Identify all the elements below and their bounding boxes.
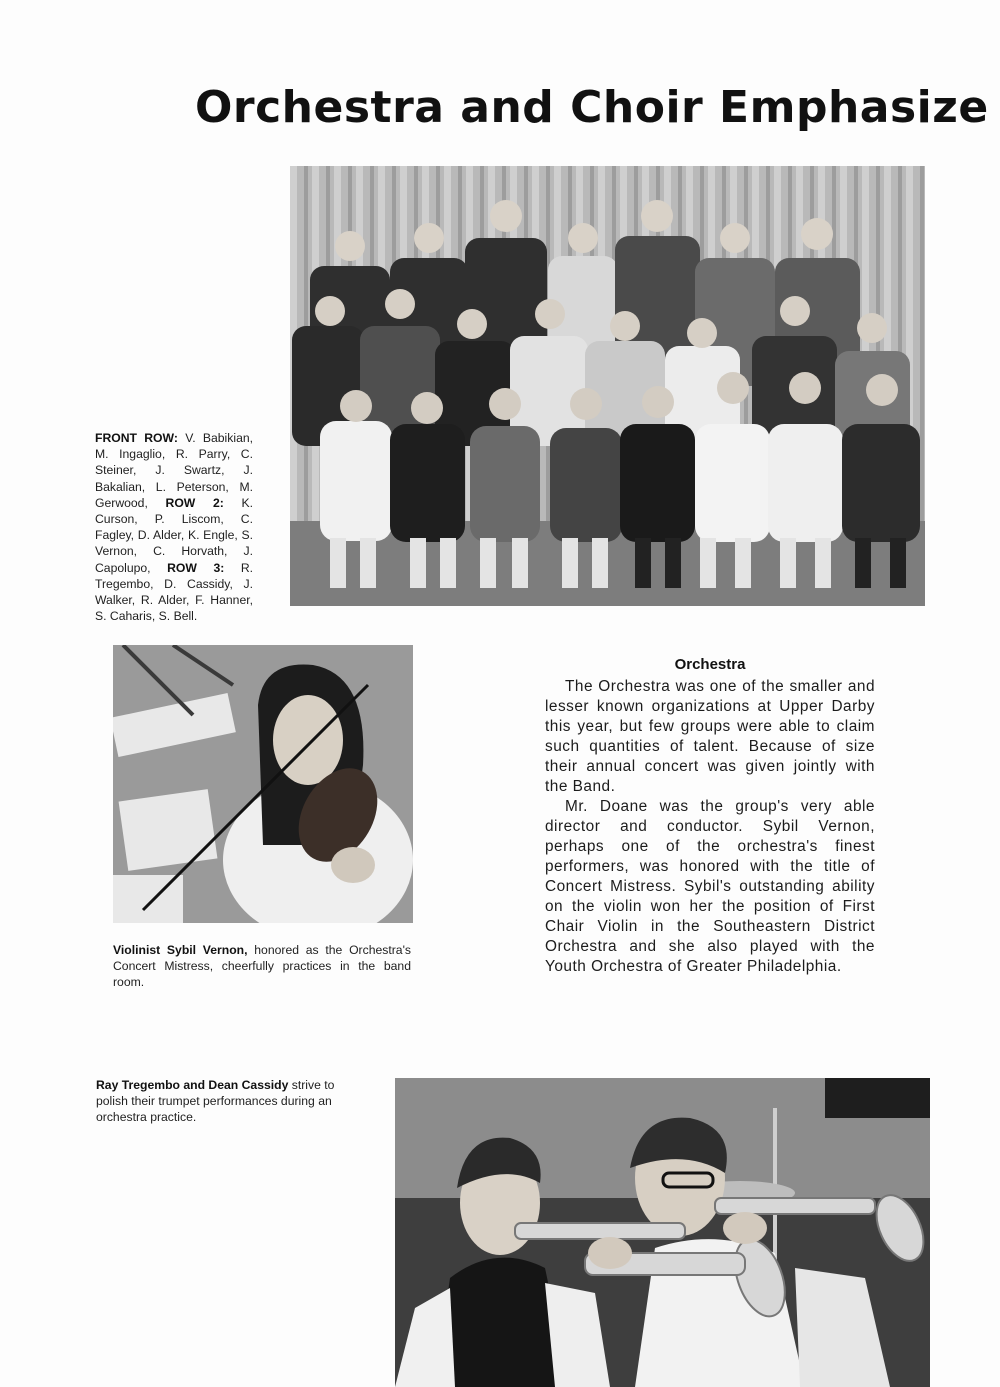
group-photo: [290, 166, 925, 606]
trumpet-caption: [96, 1077, 358, 1125]
article-paragraph-2: Mr. Doane was the group's very able director and conductor. Sybil Vernon, perhaps one of the orchestra's finest performers, was honored with the title of Concert Mistress. Sybil's outstanding ability on the violin won her the position of First Chair Violin in the Southeastern District Orchestra and she also played with the Youth Orchestra of Greater Philadelphia.: [545, 798, 875, 975]
row3-names: R. Tregembo, D. Cassidy, J. Walker, R. Alder, F. Hanner, S. Caharis, S. Bell.: [95, 560, 254, 624]
orchestra-article: [545, 656, 875, 977]
article-title: Orchestra: [674, 656, 746, 673]
page-headline: Orchestra and Choir Emphasize: [195, 82, 989, 133]
article-paragraph-1: The Orchestra was one of the smaller and lesser known organizations at Upper Darby this year, but few groups were able to claim such quantities of talent. Because of size their annual concert was given jointly with the Band.: [545, 678, 875, 795]
trumpet-photo-image: [395, 1078, 930, 1387]
violin-caption: [113, 942, 411, 990]
row3-label: ROW 3:: [167, 560, 225, 575]
row2-names: K. Curson, P. Liscom, C. Fagley, D. Alder, K. Engle, S. Vernon, C. Horvath, J. Capolupo,: [95, 495, 253, 575]
row2-label: ROW 2:: [165, 495, 224, 510]
trumpet-caption-bold: Ray Tregembo and Dean Cassidy: [96, 1078, 289, 1092]
front-row-names: V. Babikian, M. Ingaglio, R. Parry, C. Steiner, J. Swartz, J. Bakalian, L. Peterson, M. Gerwood,: [95, 431, 254, 510]
front-row-label: FRONT ROW:: [95, 431, 178, 445]
violin-photo: [113, 645, 413, 923]
group-photo-image: [290, 166, 925, 606]
group-photo-caption: [95, 430, 253, 624]
violin-caption-bold: Violinist Sybil Vernon,: [113, 943, 248, 957]
violin-photo-image: [113, 645, 413, 923]
trumpet-caption-text: strive to polish their trumpet performances during an orchestra practice.: [96, 1078, 335, 1124]
violin-caption-text: honored as the Orchestra's Concert Mistress, cheerfully practices in the band room.: [113, 943, 412, 989]
trumpet-photo: [395, 1078, 930, 1387]
